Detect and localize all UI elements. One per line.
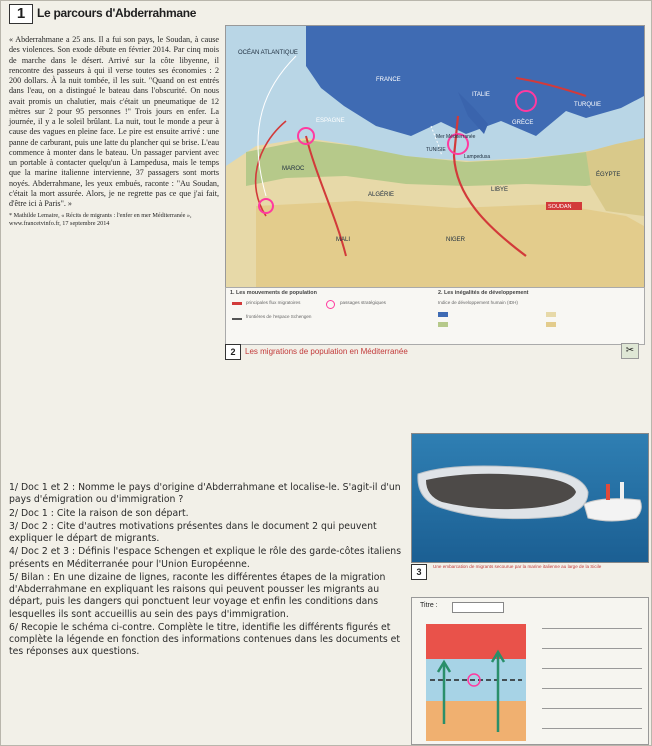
question: 1/ Doc 1 et 2 : Nomme le pays d'origine d'Abderrahmane et localise-le. S'agit-il d'un pays d'émigration ou d'immigration ? <box>9 482 401 506</box>
photo-svg <box>412 434 648 562</box>
schema-south-zone <box>426 701 526 741</box>
schema-block <box>411 597 649 745</box>
map-label: MAROC <box>282 166 305 172</box>
legend-idh-mid <box>438 322 448 327</box>
map-label: FRANCE <box>376 77 401 83</box>
legend-border-swatch <box>232 318 242 320</box>
scissor-icon: ✂ <box>621 343 639 359</box>
map-label: ÉGYPTE <box>596 172 621 178</box>
migration-map <box>225 25 645 289</box>
map-caption: Les migrations de population en Méditerranée <box>245 347 408 356</box>
legend-line[interactable] <box>542 628 642 629</box>
legend-item: Indice de développement humain (IDH) <box>438 300 518 305</box>
story-text: « Abderrahmane a 25 ans. Il a fui son pays, le Soudan, à cause des violences. Son exode débute en février 2014. Par cinq mois de marche dans le désert. Arrivé sur la côte libyenne, il rencontre des passeurs à qui il verse toutes ses économies : 2 200 dollars. À la nuit tombée, il les suit. "Quand on est entrés dans l'eau, on a distingué le bateau dans l'obscurité. On nous avait promis un chalutier, mais c'était un pneumatique de 12 mètres sur 2 pour 95 personnes !" Trois jours en enfer. La journée, il y a le soleil brûlant. La nuit, tout le monde a peur à cause des vagues en pleine face. Le pire est ensuite arrivé : une panne de carburant, puis une latte du plancher qui se brise. L'eau commence à monter dans le bateau. Un passager parvient avec un portable à contacter quelqu'un à Lampedusa, mais le temps que la marine italienne intervienne, 37 passagers sont morts noyés. Abderrahmane, les yeux embués, raconte : "Au Soudan, c'était la mort assurée. Alors, je ne regrette pas ce que j'ai fait, d'être ici à Paris". » <box>9 35 219 209</box>
map-label: ALGÉRIE <box>368 192 395 198</box>
map-legend <box>225 287 645 345</box>
map-label: OCÉAN ATLANTIQUE <box>238 50 298 56</box>
map-label: Lampedusa <box>464 154 491 160</box>
map-label: GRÈCE <box>512 120 534 126</box>
rescue-photo <box>411 433 649 563</box>
legend-idh-low <box>546 312 556 317</box>
legend-hotspot-swatch <box>326 300 335 309</box>
photo-caption: Une embarcation de migrants secourue par la marine italienne au large de la Sicile <box>433 564 602 569</box>
legend-item: passages stratégiques <box>340 300 386 305</box>
legend-title-development: 2. Les inégalités de développement <box>438 290 529 296</box>
legend-title-movements: 1. Les mouvements de population <box>230 290 317 296</box>
legend-idh-lowest <box>546 322 556 327</box>
question: 6/ Recopie le schéma ci-contre. Complète le titre, identifie les différents figurés et complète la légende en fonction des informations contenues dans les documents et tes réponses aux questions. <box>9 621 401 658</box>
map-label: NIGER <box>446 237 466 243</box>
legend-line[interactable] <box>542 688 642 689</box>
map-label: ESPAGNE <box>316 118 345 124</box>
legend-line[interactable] <box>542 728 642 729</box>
story-block <box>9 35 219 228</box>
map-label: SOUDAN <box>548 204 572 210</box>
map-label: LIBYE <box>491 187 509 193</box>
question: 3/ Doc 2 : Cite d'autres motivations présentes dans le document 2 qui peuvent expliquer le départ de migrants. <box>9 520 377 545</box>
schema-title-box[interactable] <box>452 602 504 613</box>
question: 2/ Doc 1 : Cite la raison de son départ. <box>9 507 189 519</box>
map-label: MALI <box>336 237 351 243</box>
legend-idh-high <box>438 312 448 317</box>
legend-flux-swatch <box>232 302 242 305</box>
question: 4/ Doc 2 et 3 : Définis l'espace Schengen et explique le rôle des garde-côtes italiens présents en Méditerranée pour l'Union Européenne. <box>9 546 402 570</box>
question: 5/ Bilan : En une dizaine de lignes, raconte les différentes étapes de la migration d'Abderrahmane en expliquant les raisons qui peuvent pousser les migrants au départ, puis les dangers qui ponctuent leur voyage et enfin les conditions dans lesquelles ils sont accueillis au sein des pays d'immigration. <box>9 571 386 620</box>
legend-line[interactable] <box>542 668 642 669</box>
legend-item: principales flux migratoires <box>246 300 301 305</box>
legend-line[interactable] <box>542 648 642 649</box>
map-svg <box>226 26 644 288</box>
sahel-band <box>256 201 644 288</box>
legend-item: frontières de l'espace Schengen <box>246 314 312 319</box>
photo-number: 3 <box>411 564 427 580</box>
document-title: Le parcours d'Abderrahmane <box>37 6 197 20</box>
map-label: Mer Méditerranée <box>436 134 476 140</box>
story-source: * Mathilde Lemaire, « Récits de migrants : l'enfer en mer Méditerranée », www.francetvinfo.fr, 17 septembre 2014 <box>9 211 192 227</box>
map-number: 2 <box>225 344 241 360</box>
schema-svg <box>416 614 536 744</box>
schema-title-label: Titre : <box>420 602 438 609</box>
document-number: 1 <box>9 4 33 24</box>
rescue-boat <box>584 499 641 521</box>
schema-north-zone <box>426 624 526 659</box>
map-label: TUNISIE <box>426 147 446 153</box>
map-label: ITALIE <box>472 92 490 98</box>
questions-block <box>9 482 407 660</box>
legend-line[interactable] <box>542 708 642 709</box>
map-label: TURQUIE <box>574 102 601 108</box>
